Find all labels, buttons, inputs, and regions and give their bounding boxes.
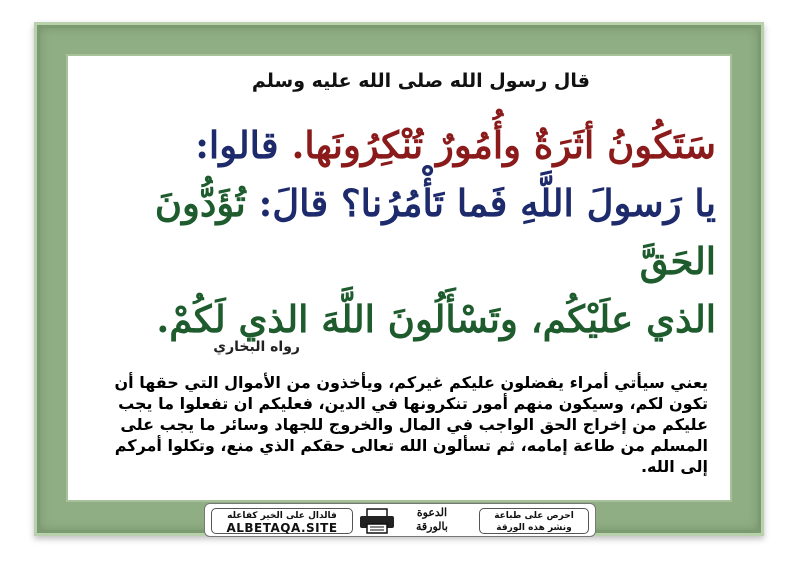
footer-site-url: ALBETAQA.SITE (226, 521, 338, 535)
hadith-source: رواه البخاري (213, 339, 300, 355)
footer-motto: فالدال على الخير كفاعله (227, 511, 337, 521)
hadith-line1-red: سَتَكُونُ أثَرَةٌ وأُمُورٌ تُنْكِرُونَها. (291, 123, 716, 167)
printer-icon (357, 507, 397, 535)
logo-line-1: الدعوة (416, 506, 448, 519)
explanation-text: يعني سيأتي أمراء يفضلون عليكم غيركم، ويأخذون من الأموال التي حقها أن تكون لكم، وسيكون منهم أمور تنكرونها في الدين، فعليكم ان تفعلوا ما يجب عليكم من إخراج الحق الواجب في المال والخروج للجهاد وسائر ما يجب على المسلم من طاعة إمامه، ثم تسألون الله تعالى حقكم الذي منع، وتكلوا أمركم إلى الله. (114, 373, 708, 476)
logo-line-2: بالورقة (416, 520, 448, 533)
footer-bar (204, 503, 596, 537)
header-title: قال رسول الله صلى الله عليه وسلم (251, 70, 590, 92)
hadith-line2-navy: يا رَسولَ اللَّهِ فَما تَأْمُرُنا؟ قالَ: (258, 181, 716, 225)
hadith-line-1 (96, 116, 716, 174)
hadith-line3-green: الذي علَيْكُم، وتَسْأَلُونَ اللَّهَ الذي لَكُمْ. (156, 297, 716, 341)
hadith-line-2 (96, 174, 716, 290)
footer-site-badge (211, 508, 353, 534)
footer-print-badge (479, 508, 589, 534)
footer-print-line-2: ونشر هذه الورقة (496, 523, 572, 533)
hadith-text (96, 116, 716, 348)
footer-print-line-1: احرص على طباعة (494, 511, 574, 521)
footer-logo (409, 506, 455, 536)
hadith-line2-green: تُؤَدُّونَ الحَقَّ (154, 181, 716, 283)
hadith-line1-navy: قالوا: (195, 123, 279, 167)
